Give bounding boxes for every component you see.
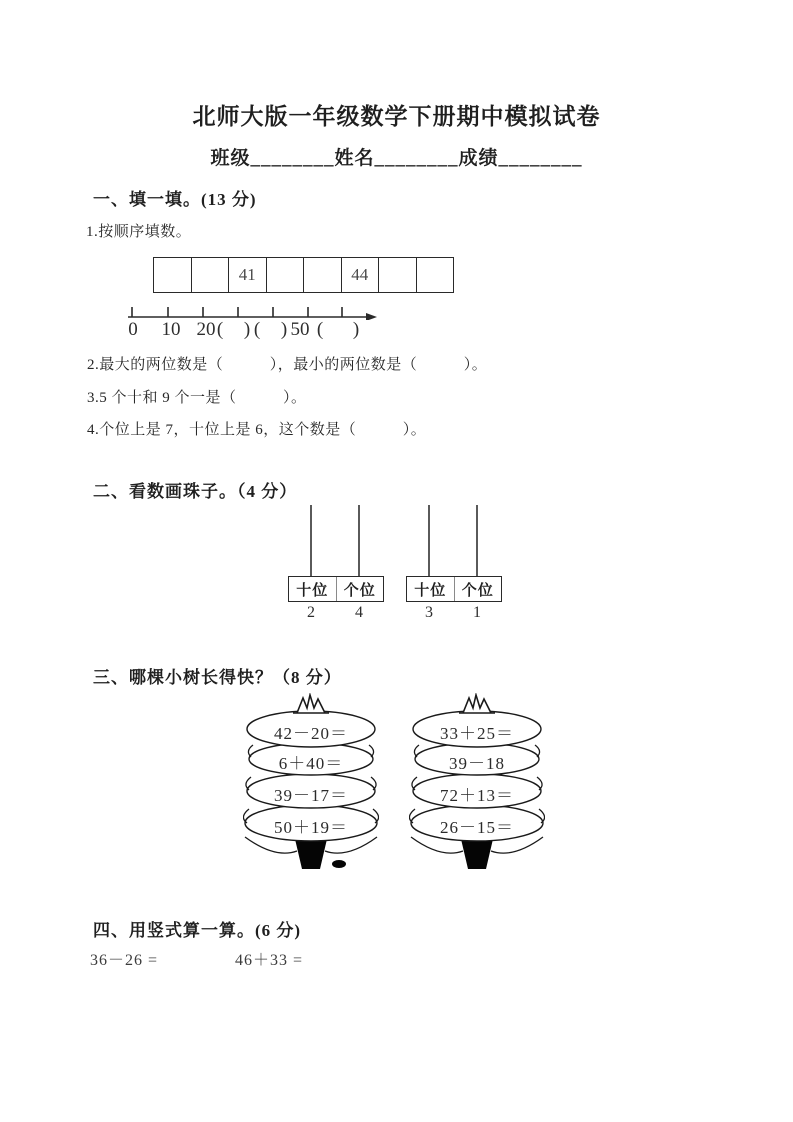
tree1-tier1-expression: 42－20＝ — [274, 724, 348, 743]
nl-tick-label: ( — [216, 319, 224, 340]
student-info-line — [0, 143, 793, 170]
name-blank: ________ — [374, 148, 459, 169]
section4-heading: 四、用竖式算一算。(6 分) — [93, 921, 302, 940]
ones-place-label: 个位 — [343, 582, 376, 599]
grid-cell: 41 — [228, 257, 267, 293]
vertical-calc-problem-1: 36－26 = — [90, 952, 159, 969]
tree-crown-icon — [293, 695, 329, 713]
tens-place-label: 十位 — [407, 577, 455, 601]
tree1-tier4-expression: 50＋19＝ — [274, 818, 348, 837]
ones-rod — [358, 505, 360, 577]
abacus-group — [288, 505, 508, 627]
arrow-icon — [366, 313, 377, 320]
score-blank: ________ — [498, 148, 583, 169]
place-value-frame — [406, 576, 502, 602]
abacus-2 — [406, 505, 502, 627]
ones-value: 1 — [473, 604, 481, 621]
nl-tick-label: ) — [243, 319, 251, 340]
ones-value: 4 — [355, 604, 363, 621]
tree2-tier2-expression: 39－18 — [449, 754, 505, 773]
nl-tick-label: ) — [352, 319, 360, 340]
question-3: 3.5 个十和 9 个一是（ ）。 — [87, 390, 307, 406]
nl-tick-label: ( — [316, 319, 324, 340]
tree-crown-icon — [459, 695, 495, 713]
nl-tick-label: ) — [280, 319, 288, 340]
grid-cell — [303, 257, 342, 293]
grid-cell — [416, 257, 455, 293]
nl-tick-label: 10 — [161, 319, 181, 340]
tens-value: 2 — [307, 604, 315, 621]
nl-tick-label: ( — [253, 319, 261, 340]
tree-1 — [243, 693, 379, 873]
section3-heading: 三、哪棵小树长得快？（8 分） — [93, 668, 342, 687]
tree2-tier3-expression: 72＋13＝ — [440, 786, 514, 805]
tens-rod — [428, 505, 430, 577]
grid-cell — [153, 257, 192, 293]
name-label: 姓名 — [334, 148, 375, 169]
tree2-tier1-expression: 33＋25＝ — [440, 724, 514, 743]
ones-rod — [476, 505, 478, 577]
section1-heading: 一、填一填。(13 分) — [93, 190, 257, 209]
tree2-tier4-expression: 26－15＝ — [440, 818, 514, 837]
grid-cell — [378, 257, 417, 293]
tens-rod — [310, 505, 312, 577]
vertical-calc-problem-2: 46＋33 = — [235, 952, 304, 969]
nl-tick-label: 0 — [128, 319, 138, 340]
number-line-axis — [128, 306, 378, 320]
ones-place-label: 个位 — [461, 582, 494, 599]
tree1-tier3-expression: 39－17＝ — [274, 786, 348, 805]
tree-2 — [409, 693, 545, 873]
abacus-1 — [288, 505, 384, 627]
grid-cell — [191, 257, 230, 293]
grid-cell: 44 — [341, 257, 380, 293]
class-blank: ________ — [250, 148, 335, 169]
q1-label: 1.按顺序填数。 — [86, 224, 192, 240]
page-title: 北师大版一年级数学下册期中模拟试卷 — [192, 104, 601, 129]
place-value-frame — [288, 576, 384, 602]
pebble-icon — [332, 860, 346, 868]
tens-value: 3 — [425, 604, 433, 621]
question-4: 4.个位上是 7，十位上是 6，这个数是（ ）。 — [87, 422, 427, 438]
tens-place-label: 十位 — [289, 577, 337, 601]
nl-tick-label: 20 — [196, 319, 216, 340]
tree1-tier2-expression: 6＋40＝ — [278, 754, 344, 773]
grid-cell — [266, 257, 305, 293]
nl-tick-label: 50 — [290, 319, 310, 340]
score-label: 成绩 — [458, 148, 499, 169]
number-sequence-grid — [153, 257, 454, 293]
question-2: 2.最大的两位数是（ ），最小的两位数是（ ）。 — [87, 357, 488, 373]
class-label: 班级 — [210, 148, 251, 169]
number-line — [128, 306, 378, 348]
section2-heading: 二、看数画珠子。（4 分） — [93, 482, 298, 501]
